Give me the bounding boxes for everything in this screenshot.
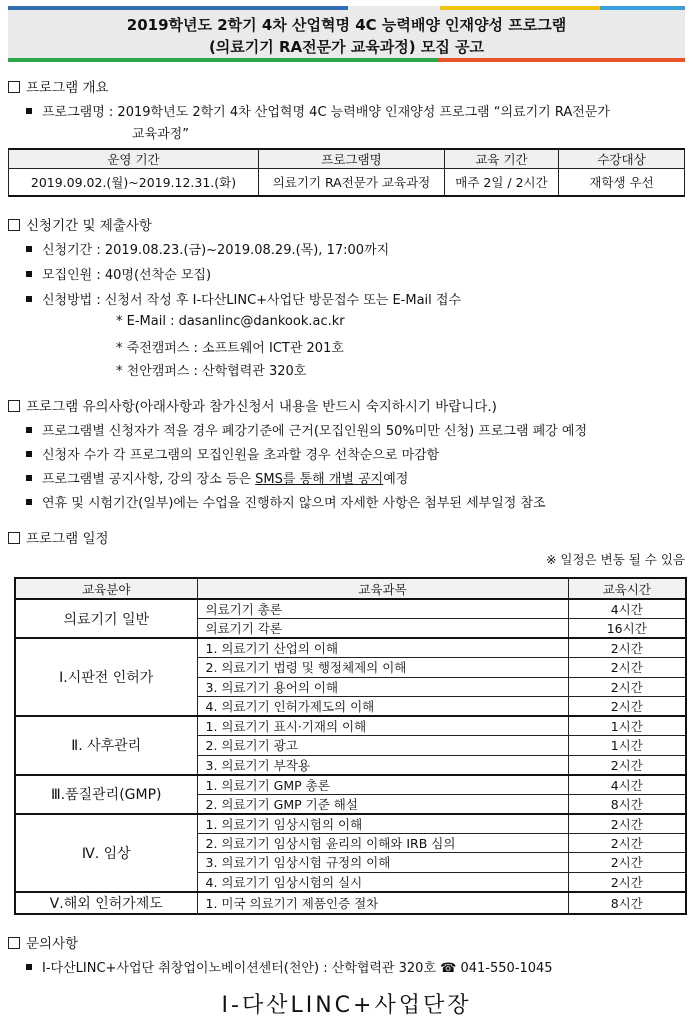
section-heading: 프로그램 일정 [26,531,109,547]
list-item [26,239,389,258]
caution-underline: SMS를 통해 개별 공지 [255,472,384,487]
course-cell: 1. 의료기기 GMP 총론 [197,775,568,795]
list-item [26,468,408,487]
section-caution [8,395,497,415]
course-cell: 3. 의료기기 용어의 이해 [197,677,568,697]
section-overview [8,76,109,96]
hours-cell: 2시간 [568,697,686,717]
table-cell: 재학생 우선 [559,169,685,196]
hours-cell: 16시간 [568,619,686,639]
hours-cell: 2시간 [568,872,686,892]
schedule-table [14,577,687,915]
jukjeon-line: * 죽전캠퍼스 : 소프트웨어 ICT관 201호 [116,341,344,356]
signature: I-다산LINC+사업단장 [221,993,472,1018]
section-contact [8,932,78,952]
list-item [26,420,587,439]
checkbox-icon [8,937,20,949]
program-name-text: 프로그램명 : 2019학년도 2학기 4차 산업혁명 4C 능력배양 인재양성 프로그램 “의료기기 RA전문가 [42,105,610,120]
table-cell: 2019.09.02.(월)~2019.12.31.(화) [9,169,259,196]
hours-cell: 2시간 [568,658,686,678]
schedule-note: ※ 일정은 변동 될 수 있음 [545,552,685,567]
table-row [15,599,686,619]
bullet-icon [26,964,32,970]
list-item [26,289,461,308]
category-cell: Ⅰ.시판전 인허가 [15,638,197,716]
category-cell: Ⅴ.해외 인허가제도 [15,892,197,914]
caution-text: 신청자 수가 각 프로그램의 모집인원을 초과할 경우 선착순으로 마감함 [42,448,440,463]
hours-cell: 4시간 [568,599,686,619]
title-accent-orange [438,58,685,62]
course-cell: 1. 의료기기 임상시험의 이해 [197,814,568,834]
section-heading: 프로그램 개요 [26,80,109,96]
title-accent-lightblue [600,6,685,10]
hours-cell: 8시간 [568,794,686,814]
caution-text: 예정 [383,472,409,487]
list-item [26,492,546,511]
hours-cell: 2시간 [568,814,686,834]
course-cell: 의료기기 각론 [197,619,568,639]
contact-text: I-다산LINC+사업단 취창업이노베이션센터(천안) : 산학협력관 320호 ☎ 041-550-1045 [42,961,553,976]
hours-cell: 1시간 [568,736,686,756]
category-cell: Ⅲ.품질관리(GMP) [15,775,197,814]
bullet-icon [26,427,32,433]
bullet-icon [26,451,32,457]
hours-cell: 2시간 [568,833,686,853]
checkbox-icon [8,400,20,412]
table-cell: 의료기기 RA전문가 교육과정 [259,169,445,196]
email-line[interactable]: * E-Mail : dasanlinc@dankook.ac.kr [116,314,345,329]
section-heading: 프로그램 유의사항(아래사항과 참가신청서 내용을 반드시 숙지하시기 바랍니다.) [26,399,497,415]
hours-cell: 2시간 [568,853,686,873]
course-cell: 4. 의료기기 임상시험의 실시 [197,872,568,892]
course-cell: 2. 의료기기 임상시험 윤리의 이해와 IRB 심의 [197,833,568,853]
table-row [15,775,686,795]
category-cell: Ⅳ. 임상 [15,814,197,892]
checkbox-icon [8,81,20,93]
caution-text: 프로그램별 신청자가 적을 경우 폐강기준에 근거(모집인원의 50%미만 신청) 프로그램 폐강 예정 [42,424,588,439]
course-cell: 2. 의료기기 법령 및 행정체제의 이해 [197,658,568,678]
program-name-cont: 교육과정” [132,127,189,142]
title-accent-green [8,58,438,62]
section-application [8,214,152,234]
course-cell: 1. 의료기기 표시·기재의 이해 [197,716,568,736]
course-cell: 4. 의료기기 인허가제도의 이해 [197,697,568,717]
table-row [15,716,686,736]
course-cell: 1. 의료기기 산업의 이해 [197,638,568,658]
section-heading: 문의사항 [26,936,79,952]
checkbox-icon [8,219,20,231]
contact-line [26,957,553,976]
program-info-table [8,148,685,197]
recruit-count: 모집인원 : 40명(선착순 모집) [42,268,212,283]
course-cell: 2. 의료기기 광고 [197,736,568,756]
bullet-icon [26,296,32,302]
col-header: 수강대상 [559,149,685,169]
col-header: 교육시간 [568,578,686,599]
col-header: 운영 기간 [9,149,259,169]
bullet-icon [26,499,32,505]
section-schedule [8,527,109,547]
bullet-icon [26,271,32,277]
caution-text: 프로그램별 공지사항, 강의 장소 등은 [42,472,256,487]
cheonan-line: * 천안캠퍼스 : 산학협력관 320호 [116,364,307,379]
program-name-line [26,101,610,120]
caution-text: 연휴 및 시험기간(일부)에는 수업을 진행하지 않으며 자세한 사항은 첨부된 세부일정 참조 [42,496,546,511]
course-cell: 3. 의료기기 부작용 [197,755,568,775]
category-cell: Ⅱ. 사후관리 [15,716,197,775]
hours-cell: 2시간 [568,638,686,658]
application-method: 신청방법 : 신청서 작성 후 I-다산LINC+사업단 방문접수 또는 E-Mail 접수 [42,293,462,308]
table-row [15,638,686,658]
checkbox-icon [8,532,20,544]
table-row [15,892,686,914]
col-header: 교육분야 [15,578,197,599]
application-period: 신청기간 : 2019.08.23.(금)~2019.08.29.(목), 17:00까지 [42,243,390,258]
title-accent-blue [8,6,348,10]
hours-cell: 2시간 [568,677,686,697]
course-cell: 의료기기 총론 [197,599,568,619]
bullet-icon [26,108,32,114]
bullet-icon [26,246,32,252]
hours-cell: 4시간 [568,775,686,795]
hours-cell: 8시간 [568,892,686,914]
list-item [26,264,211,283]
list-item [26,444,439,463]
category-cell: 의료기기 일반 [15,599,197,638]
section-heading: 신청기간 및 제출사항 [26,218,152,234]
col-header: 프로그램명 [259,149,445,169]
hours-cell: 2시간 [568,755,686,775]
course-cell: 2. 의료기기 GMP 기준 해설 [197,794,568,814]
bullet-icon [26,475,32,481]
course-cell: 3. 의료기기 임상시험 규정의 이해 [197,853,568,873]
course-cell: 1. 미국 의료기기 제품인증 절차 [197,892,568,914]
col-header: 교육 기간 [445,149,559,169]
col-header: 교육과목 [197,578,568,599]
page-title-line2: (의료기기 RA전문가 교육과정) 모집 공고 [208,38,485,56]
hours-cell: 1시간 [568,716,686,736]
page-title-line1: 2019학년도 2학기 4차 산업혁명 4C 능력배양 인재양성 프로그램 [126,16,567,34]
table-row [15,814,686,834]
table-cell: 매주 2일 / 2시간 [445,169,559,196]
